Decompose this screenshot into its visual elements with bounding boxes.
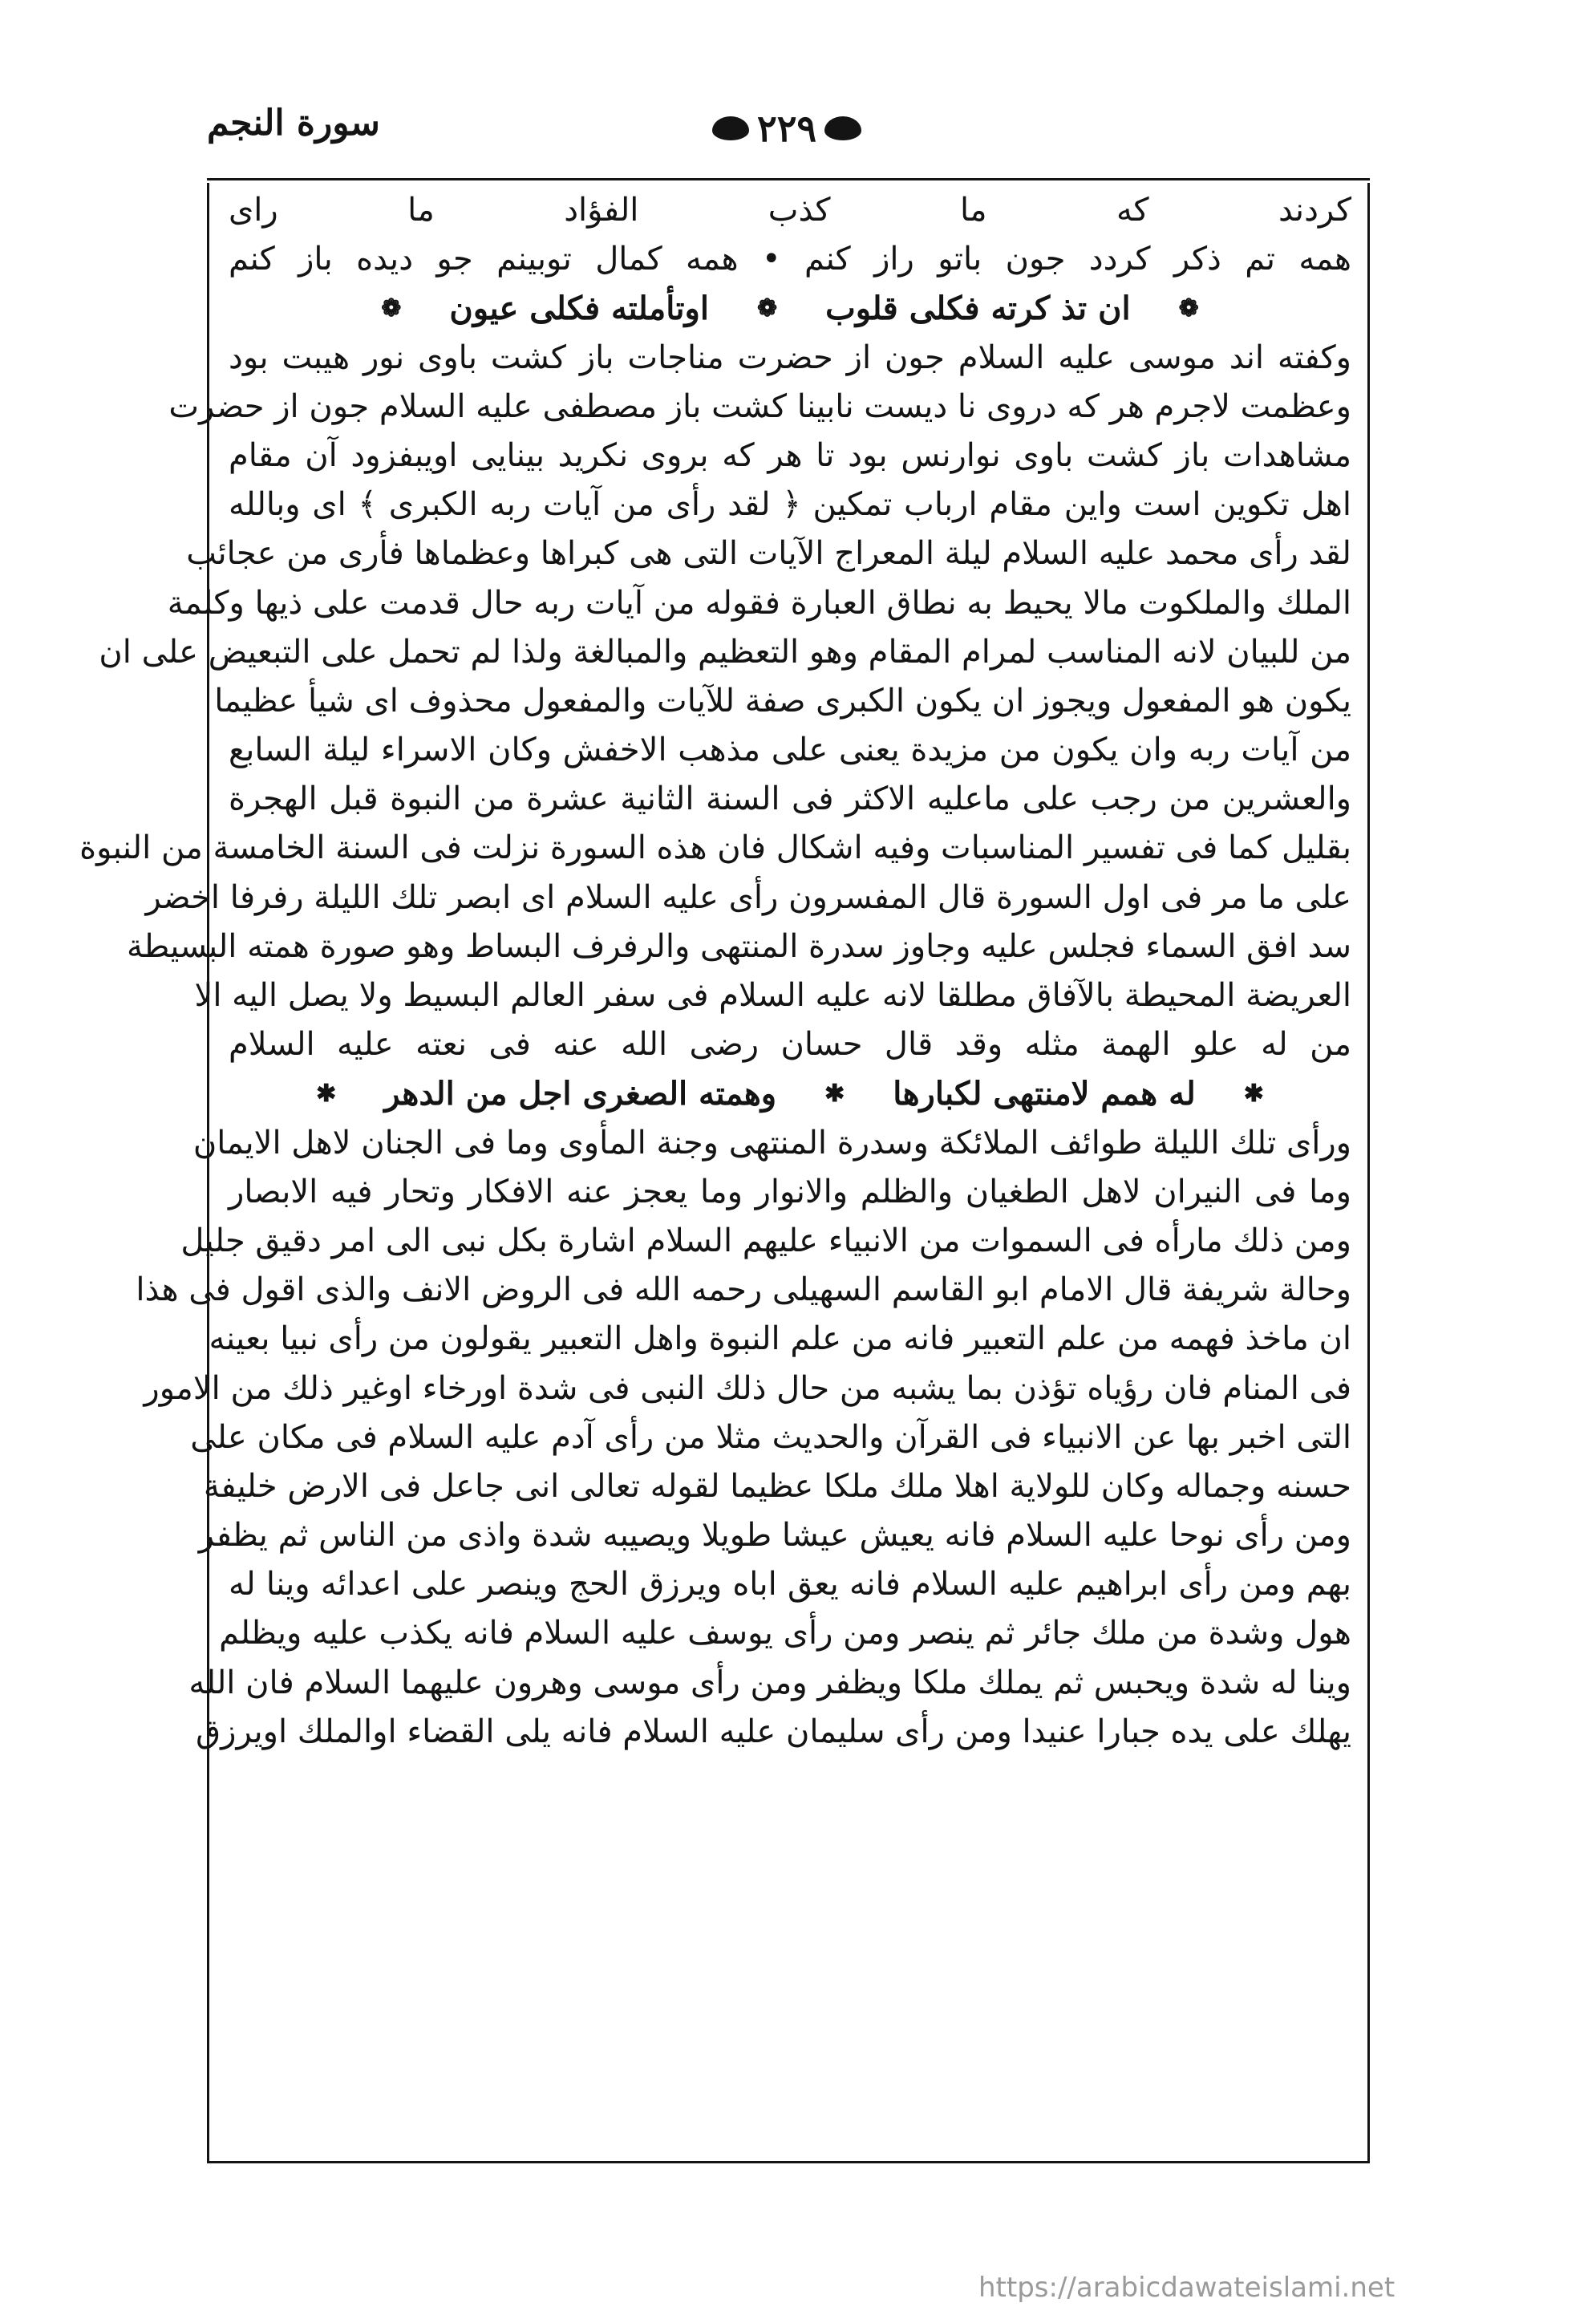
- text-body: [79, 186, 1352, 1757]
- poetry-verse-2: [229, 1069, 1351, 1118]
- star-ornament-icon: ✱: [316, 1080, 337, 1109]
- surah-title: سورة النجم: [207, 103, 380, 144]
- page-number: ٢٢٩: [757, 107, 817, 150]
- verse-hemistich: له همم لامنتهى لكبارها: [893, 1075, 1196, 1113]
- text-line: التى اخبر بها عن الانبياء فى القرآن والحديث مثلا من رأى آدم عليه السلام فى مكان على: [190, 1418, 1351, 1456]
- text-line: العريضة المحيطة بالآفاق مطلقا لانه عليه السلام فى سفر العالم البسيط ولا يصل اليه الا: [194, 977, 1351, 1014]
- text-line: وما فى النيران لاهل الطغيان والظلم والانوار وما يعجز عنه الافكار وتحار فيه الابصار: [229, 1173, 1351, 1210]
- verse-hemistich: اوتأملته فكلى عيون: [449, 290, 709, 328]
- star-ornament-icon: ✱: [824, 1080, 845, 1109]
- text-line: بقليل كما فى تفسير المناسبات وفيه اشكال فان هذه السورة نزلت فى السنة الخامسة من النبوة: [79, 829, 1351, 867]
- text-line: لقد رأى محمد عليه السلام ليلة المعراج الآيات التى هى كبراها وعظماها فأرى من عجائب: [186, 535, 1351, 573]
- text-line: بهم ومن رأى ابراهيم عليه السلام فانه يعق اباه ويرزق الحج وينصر على اعدائه وينا له: [229, 1566, 1351, 1603]
- right-ornament-icon: [824, 116, 861, 140]
- left-ornament-icon: [712, 116, 749, 140]
- text-line: ورأى تلك الليلة طوائف الملائكة وسدرة المنتهى وجنة المأوى وما فى الجنان لاهل الايمان: [192, 1124, 1351, 1162]
- page-header: [207, 103, 1370, 159]
- text-line: من له علو الهمة مثله وقد قال حسان رضى الله عنه فى نعته عليه السلام: [229, 1026, 1351, 1064]
- frame-left-rule: [207, 183, 209, 2161]
- frame-right-rule: [1367, 183, 1370, 2161]
- frame-top-rule: [207, 178, 1370, 180]
- text-line: وحالة شريفة قال الامام ابو القاسم السهيلى رحمه الله فى الروض الانف والذى اقول فى هذا: [136, 1271, 1351, 1309]
- star-ornament-icon: ✱: [1243, 1080, 1264, 1109]
- text-line: ومن رأى نوحا عليه السلام فانه يعيش عيشا طويلا ويصيبه شدة واذى من الناس ثم يظفر: [198, 1517, 1351, 1555]
- text-line: هول وشدة من ملك جائر ثم ينصر ومن رأى يوسف عليه السلام فانه يكذب عليه ويظلم: [219, 1615, 1351, 1652]
- text-line: وينا له شدة ويحبس ثم يملك ملكا ويظفر ومن رأى موسى وهرون عليهما السلام فان الله: [188, 1664, 1351, 1701]
- verse-hemistich: ان تذ كرته فكلى قلوب: [825, 290, 1131, 328]
- text-line: همه تم ذكر كردد جون باتو راز كنم • همه كمال توبينم جو ديده باز كنم: [229, 241, 1351, 278]
- watermark-url: https://arabicdawateislami.net: [978, 2272, 1395, 2304]
- text-line: على ما مر فى اول السورة قال المفسرون رأى عليه السلام اى ابصر تلك الليلة رفرفا اخضر: [145, 878, 1351, 916]
- poetry-verse-1: [229, 284, 1351, 333]
- text-line: حسنه وجماله وكان للولاية اهلا ملك ملكا عظيما لقوله تعالى انى جاعل فى الارض خليفة: [203, 1467, 1351, 1505]
- text-line: اهل تكوين است واين مقام ارباب تمكين ﴿ لقد رأى من آيات ربه الكبرى ﴾ اى وبالله: [229, 486, 1351, 524]
- text-line: ومن ذلك مارأه فى السموات من الانبياء عليهم السلام اشارة بكل نبى الى امر دقيق جليل: [180, 1222, 1351, 1259]
- text-line: سد افق السماء فجلس عليه وجاوز سدرة المنتهى والرفرف البساط وهو صورة همته البسيطة: [127, 927, 1351, 965]
- text-line: كردند كه ما كذب الفؤاد ما راى: [229, 192, 1351, 229]
- text-line: وعظمت لاجرم هر كه دروى نا ديست نابينا كشت باز مصطفى عليه السلام جون از حضرت: [168, 387, 1351, 425]
- text-line: من آيات ربه وان يكون من مزيدة يعنى على مذهب الاخفش وكان الاسراء ليلة السابع: [229, 732, 1352, 769]
- text-line: فى المنام فان رؤياه تؤذن بما يشبه من حال ذلك النبى فى شدة اورخاء اوغير ذلك من الامور: [144, 1369, 1351, 1407]
- text-line: والعشرين من رجب على ماعليه الاكثر فى السنة الثانية عشرة من النبوة قبل الهجرة: [229, 780, 1351, 818]
- verse-hemistich: وهمته الصغرى اجل من الدهر: [384, 1075, 777, 1113]
- text-line: ان ماخذ فهمه من علم التعبير فانه من علم النبوة واهل التعبير يقولون من رأى نبيا بعينه: [209, 1320, 1351, 1358]
- page-number-ornament: [712, 106, 861, 151]
- text-line: يكون هو المفعول ويجوز ان يكون الكبرى صفة للآيات والمفعول محذوف اى شيأ عظيما: [214, 682, 1351, 720]
- flower-ornament-icon: ❁: [381, 294, 402, 323]
- text-line: يهلك على يده جبارا عنيدا ومن رأى سليمان عليه السلام فانه يلى القضاء اوالملك اويرزق: [196, 1713, 1351, 1750]
- text-line: من للبيان لانه المناسب لمرام المقام وهو التعظيم والمبالغة ولذا لم تحمل على التبعيض على ان: [99, 633, 1351, 671]
- frame-bottom-rule: [207, 2161, 1370, 2163]
- flower-ornament-icon: ❁: [756, 294, 778, 323]
- text-line: مشاهدات باز كشت باوى نوارنس بود تا هر كه بروى نكريد بينايى اويبفزود آن مقام: [229, 436, 1351, 474]
- text-line: وكفته اند موسى عليه السلام جون از حضرت مناجات باز كشت باوى نور هيبت بود: [229, 339, 1351, 376]
- flower-ornament-icon: ❁: [1178, 294, 1199, 323]
- text-line: الملك والملكوت مالا يحيط به نطاق العبارة فقوله من آيات ربه حال قدمت على ذيها وكلمة: [167, 584, 1351, 622]
